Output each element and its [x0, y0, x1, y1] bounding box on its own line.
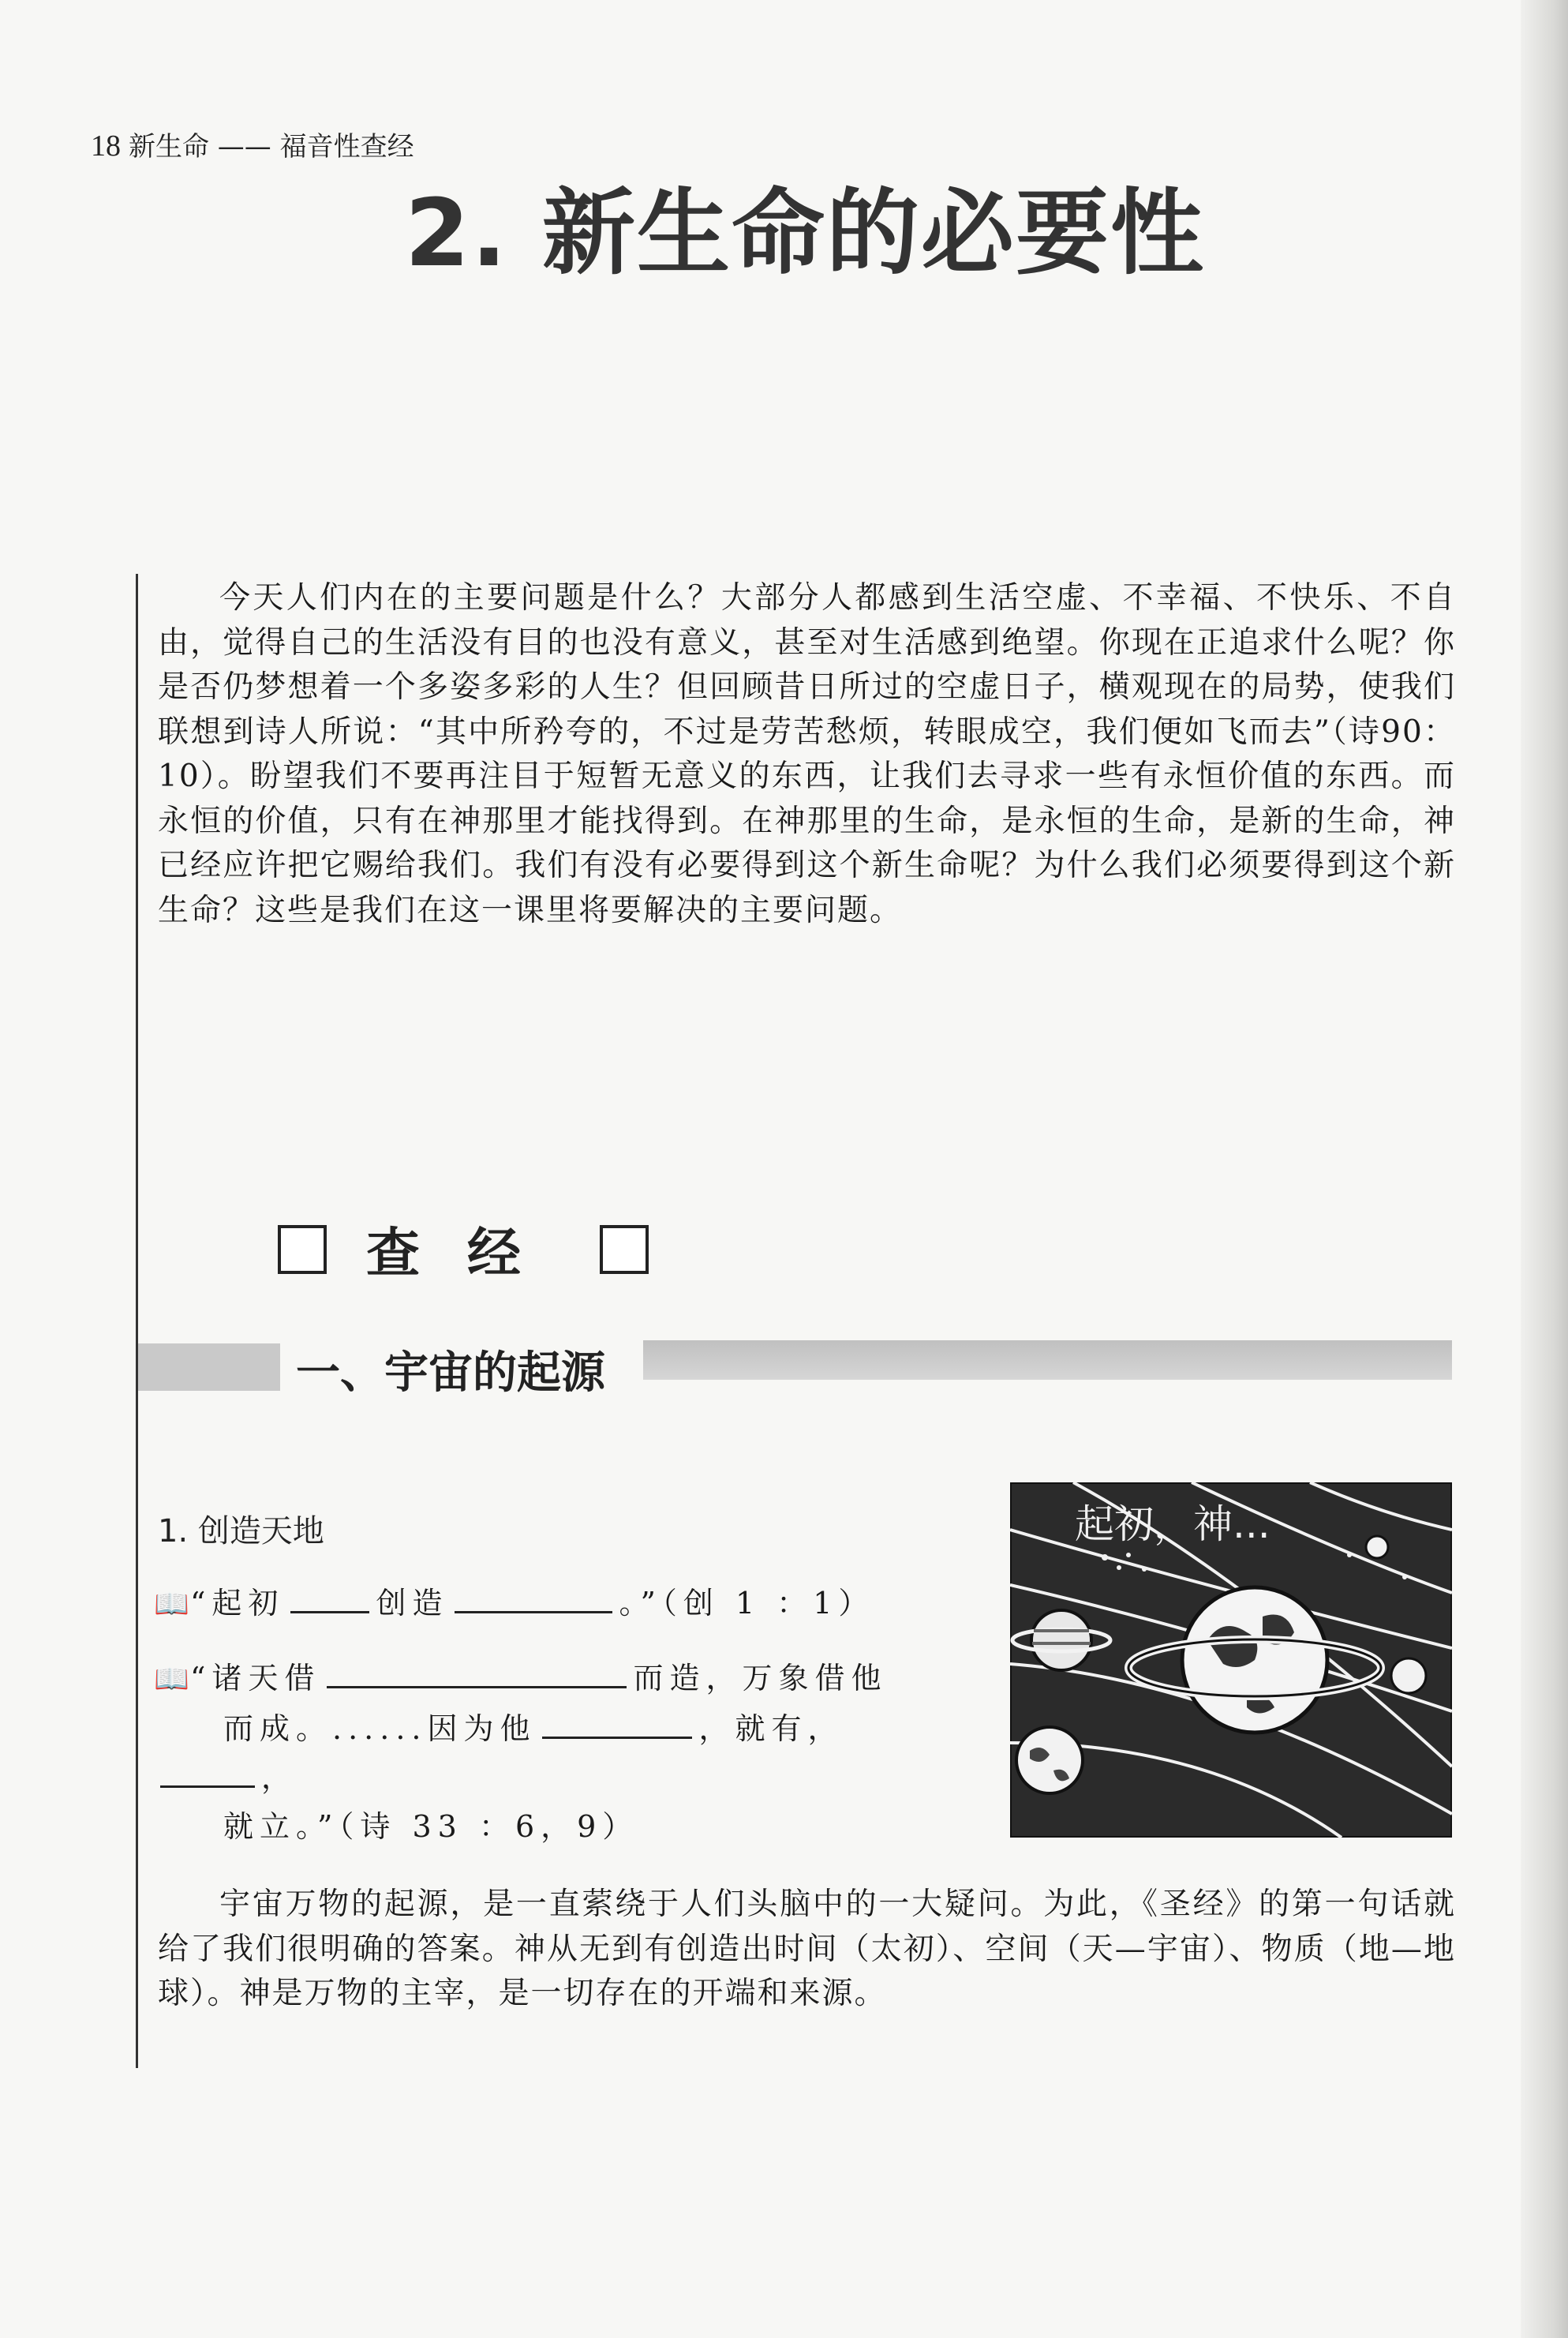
verse1-part1: “起初 [190, 1586, 285, 1620]
creation-illustration [1010, 1482, 1452, 1838]
book-icon: 📖 [154, 1663, 189, 1695]
subheading-bar-right [643, 1340, 1452, 1380]
verse2-part5: ， [261, 1760, 298, 1795]
book-icon: 📖 [154, 1588, 189, 1620]
small-planet [1016, 1727, 1083, 1793]
fill-blank[interactable] [542, 1708, 692, 1739]
intro-paragraph: 今天人们内在的主要问题是什么？大部分人都感到生活空虚、不幸福、不快乐、不自由，觉得自己的生活没有目的也没有意义，甚至对生活感到绝望。你现在正追求什么呢？你是否仍梦想着一个多姿多彩的人生？但回顾昔日所过的空虚日子，横观现在的局势，使我们联想到诗人所说：“其中所矜夸的，不过是劳苦愁烦，转眼成空，我们便如飞而去”（诗90：10）。盼望我们不要再注目于短暂无意义的东西，让我们去寻求一些有永恒价值的东西。而永恒的价值，只有在神那里才能找得到。在神那里的生命，是永恒的生命，是新的生命，神已经应许把它赐给我们。我们有没有必要得到这个新生命呢？为什么我们必须要得到这个新生命？这些是我们在这一课里将要解决的主要问题。 [158, 580, 1456, 928]
page-spine-shadow [1521, 0, 1568, 2338]
subsection-title: 一、宇宙的起源 [296, 1347, 605, 1399]
section-label: 查经 [366, 1223, 569, 1285]
item-title: 1. 创造天地 [158, 1513, 324, 1549]
subheading-bar-left [138, 1343, 280, 1391]
closing-paragraph: 宇宙万物的起源，是一直萦绕于人们头脑中的一大疑问。为此，《圣经》的第一句话就给了我们很明确的答案。神从无到有创造出时间（太初）、空间（天—宇宙）、物质（地—地球）。神是万物的主宰，是一切存在的开端和来源。 [158, 1887, 1456, 2011]
section-heading [278, 1216, 649, 1283]
verse2-part3: 而成。......因为他 [223, 1711, 537, 1746]
verse2-part1: “诸天借 [190, 1661, 321, 1695]
fill-blank[interactable] [327, 1658, 627, 1688]
chapter-title: 2. 新生命的必要性 [404, 178, 1205, 287]
running-head [91, 129, 414, 164]
verse2-part2: 而造，万象借他 [633, 1661, 888, 1695]
fill-blank[interactable] [455, 1583, 612, 1613]
book-title: 新生命 —— 福音性查经 [129, 131, 414, 163]
fill-blank[interactable] [290, 1583, 369, 1613]
margin-rule [136, 574, 138, 2068]
verse-genesis [154, 1579, 951, 1629]
verse1-part2: 创造 [376, 1586, 449, 1620]
verse1-part3: 。”（创 1 ：1） [619, 1586, 875, 1620]
heading-box-left [278, 1225, 327, 1274]
illustration-caption: 起初，神... [1075, 1501, 1270, 1547]
moon [1366, 1536, 1388, 1558]
page-number: 18 [91, 129, 121, 163]
verse-psalms [154, 1654, 951, 1851]
verse2-part4: ，就有， [698, 1711, 844, 1746]
fill-blank[interactable] [160, 1757, 255, 1788]
heading-box-right [600, 1225, 649, 1274]
verse2-part6: 就立。”（诗 33 ：6，9） [223, 1809, 639, 1844]
